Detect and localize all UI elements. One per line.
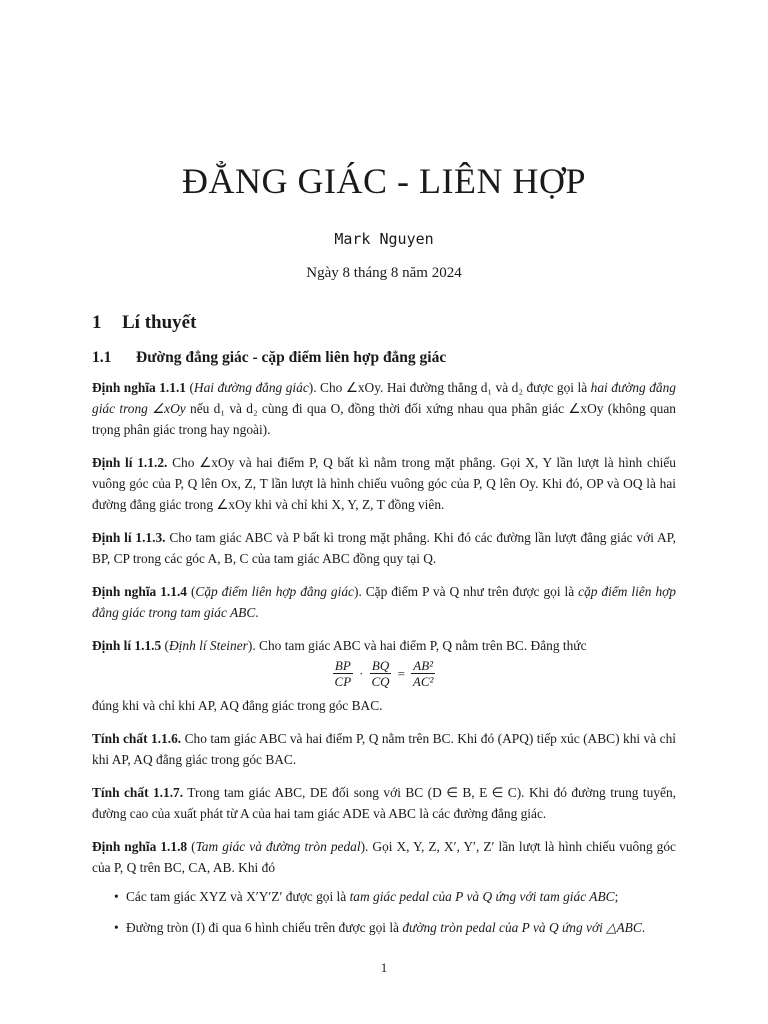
- list-item: [92, 917, 676, 938]
- list-item: [92, 886, 676, 907]
- list-item-text-end: ;: [614, 889, 619, 904]
- fraction-ab2-ac2: [411, 658, 436, 689]
- list-item-text-end: .: [641, 920, 646, 935]
- definition-1-1-4: Định nghĩa 1.1.4 (Cặp điểm liên hợp đẳng giác). Cặp điểm P và Q như trên được gọi là cặp điểm liên hợp đẳng giác trong tam giác ABC.: [92, 584, 676, 620]
- fraction-bq-cq: [370, 658, 392, 689]
- fraction-numerator: BP: [334, 658, 351, 673]
- property-label: Tính chất 1.1.7.: [92, 785, 184, 800]
- definition-text: . Cặp điểm P và Q như trên được gọi là: [358, 584, 579, 599]
- bullet-icon: •: [114, 889, 119, 904]
- bullet-icon: •: [114, 920, 119, 935]
- equals-sign: =: [397, 666, 405, 681]
- list-item-term: tam giác pedal của P và Q ứng với tam giác ABC: [349, 889, 615, 904]
- fraction-numerator: AB²: [413, 658, 434, 673]
- theorem-text: Cho tam giác ABC và P bất kì trong mặt phẳng. Khi đó các đường lần lượt đẳng giác với AP, BP, CP trong các góc A, B, C của tam giác ABC đồng quy tại Q.: [92, 530, 676, 566]
- theorem-name: Định lí Steiner: [169, 638, 248, 653]
- document-title: ĐẲNG GIÁC - LIÊN HỢP: [182, 161, 586, 201]
- definition-text: . Gọi X, Y, Z, X′, Y′, Z′ lần lượt là hình chiếu vuông góc của P, Q trên BC, CA, AB. Khi đó: [92, 839, 676, 875]
- fraction-denominator: CP: [334, 674, 352, 689]
- steiner-formula: [92, 658, 676, 689]
- definition-name: Hai đường đẳng giác: [193, 380, 309, 395]
- theorem-label: Định lí 1.1.5: [92, 638, 162, 653]
- subsection-title: Đường đẳng giác - cặp điểm liên hợp đẳng giác: [136, 349, 447, 366]
- fraction-bp-cp: [333, 658, 354, 689]
- theorem-text: . Cho tam giác ABC và hai điểm P, Q nằm trên BC. Đẳng thức: [252, 638, 587, 653]
- definition-term: cặp điểm liên hợp đẳng giác trong tam giác ABC: [92, 584, 676, 620]
- multiply-dot: ·: [359, 666, 364, 681]
- property-1-1-7: [92, 782, 676, 824]
- definition-name: Tam giác và đường tròn pedal: [195, 839, 361, 854]
- property-1-1-6: [92, 728, 676, 770]
- fraction-denominator: AC²: [412, 674, 434, 689]
- document-author: Mark Nguyen: [334, 230, 434, 248]
- list-item-term: đường tròn pedal của P và Q ứng với △ABC: [402, 920, 642, 935]
- definition-1-1-8: Định nghĩa 1.1.8 (Tam giác và đường tròn pedal). Gọi X, Y, Z, X′, Y′, Z′ lần lượt là hình chiếu vuông góc của P, Q trên BC, CA, AB. Khi đó: [92, 839, 676, 875]
- theorem-label: Định lí 1.1.2.: [92, 455, 168, 470]
- document-body: [92, 312, 676, 948]
- property-label: Tính chất 1.1.6.: [92, 731, 182, 746]
- definition-text-end: nếu d₁ và d₂ cùng đi qua O, đồng thời đối xứng nhau qua phân giác ∠xOy (không quan trọng phân giác trong hay ngoài).: [92, 401, 676, 437]
- definition-term: hai đường đẳng giác trong ∠xOy: [92, 380, 676, 416]
- theorem-label: Định lí 1.1.3.: [92, 530, 166, 545]
- fraction-numerator: BQ: [371, 658, 390, 673]
- theorem-1-1-5-conclusion: đúng khi và chỉ khi AP, AQ đẳng giác trong góc BAC.: [92, 698, 383, 713]
- theorem-text: Cho ∠xOy và hai điểm P, Q bất kì nằm trong mặt phẳng. Gọi X, Y lần lượt là hình chiếu vuông góc của P, Q lên Ox, Z, T lần lượt là hình chiếu vuông góc của P, Q lên Oy. Khi đó, OP và OQ là hai đường đẳng giác trong ∠xOy khi và chỉ khi X, Y, Z, T đồng viên.: [92, 455, 676, 512]
- section-number: 1: [92, 312, 102, 333]
- list-item-text: Đường tròn (I) đi qua 6 hình chiếu trên được gọi là: [126, 920, 403, 935]
- theorem-1-1-2: [92, 452, 676, 515]
- theorem-1-1-3: [92, 527, 676, 569]
- section-heading: [92, 312, 676, 333]
- pedal-list: [92, 886, 676, 938]
- page-number: 1: [380, 960, 388, 975]
- document-date: Ngày 8 tháng 8 năm 2024: [306, 265, 462, 281]
- list-item-text: Các tam giác XYZ và X′Y′Z′ được gọi là: [126, 889, 350, 904]
- definition-text: . Cho ∠xOy. Hai đường thẳng d₁ và d₂ được gọi là: [313, 380, 591, 395]
- definition-text-end: .: [255, 605, 259, 620]
- definition-label: Định nghĩa 1.1.1: [92, 380, 186, 395]
- definition-1-1-1: Định nghĩa 1.1.1 (Hai đường đẳng giác). Cho ∠xOy. Hai đường thẳng d₁ và d₂ được gọi là hai đường đẳng giác trong ∠xOy nếu d₁ và d₂ cùng đi qua O, đồng thời đối xứng nhau qua phân giác ∠xOy (không quan trọng phân giác trong hay ngoài).: [92, 380, 676, 437]
- definition-label: Định nghĩa 1.1.8: [92, 839, 188, 854]
- subsection-heading: [92, 347, 676, 368]
- property-text: Cho tam giác ABC và hai điểm P, Q nằm trên BC. Khi đó (APQ) tiếp xúc (ABC) khi và chỉ khi AP, AQ đẳng giác trong góc BAC.: [92, 731, 676, 767]
- section-title: Lí thuyết: [122, 312, 197, 333]
- definition-name: Cặp điểm liên hợp đẳng giác: [195, 584, 354, 599]
- subsection-number: 1.1: [92, 349, 112, 366]
- theorem-1-1-5: Định lí 1.1.5 (Định lí Steiner). Cho tam giác ABC và hai điểm P, Q nằm trên BC. Đẳng thức: [92, 638, 587, 653]
- property-text: Trong tam giác ABC, DE đối song với BC (D ∈ B, E ∈ C). Khi đó đường trung tuyến, đường cao của xuất phát từ A của hai tam giác ADE và ABC là các đường đẳng giác.: [92, 785, 676, 821]
- definition-label: Định nghĩa 1.1.4: [92, 584, 187, 599]
- fraction-denominator: CQ: [371, 674, 390, 689]
